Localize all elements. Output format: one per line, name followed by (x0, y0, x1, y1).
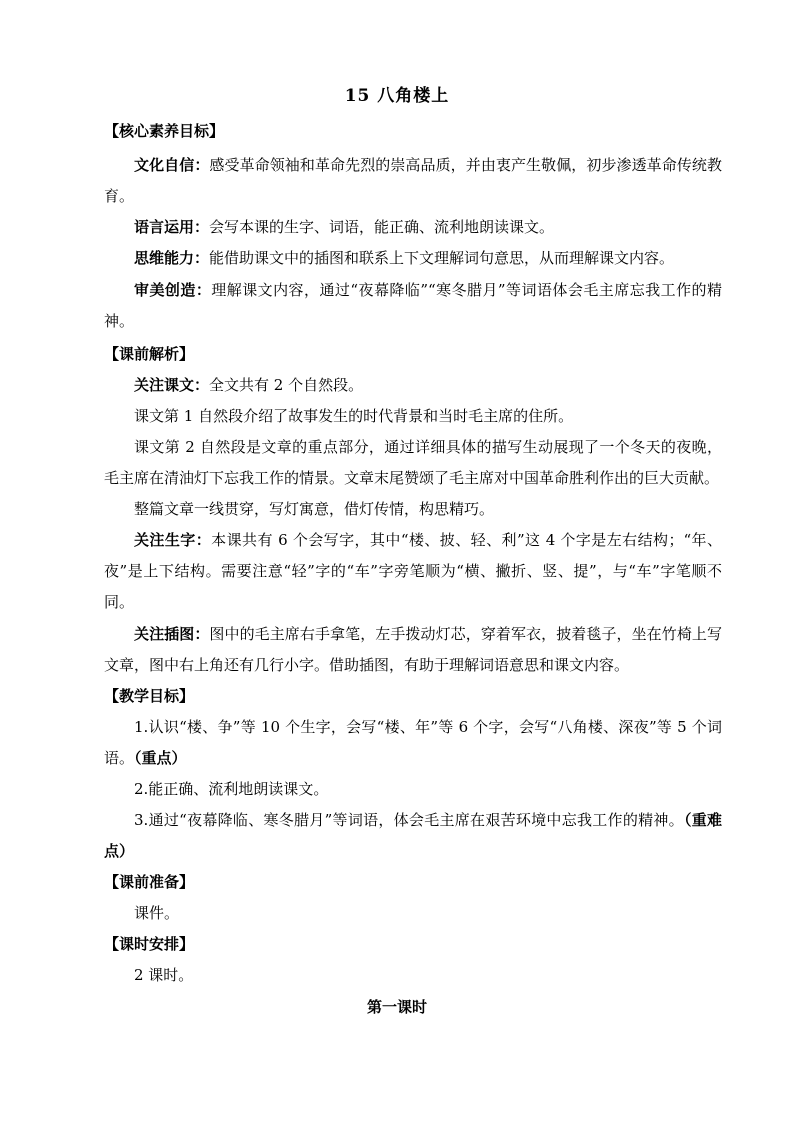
focus-text-body: 全文共有 2 个自然段。 (209, 376, 364, 394)
core-goal-language (104, 212, 722, 243)
teaching-goal-1 (104, 712, 722, 774)
focus-characters-paragraph (104, 525, 722, 618)
preparation-heading: 【课前准备】 (104, 873, 195, 891)
core-goal-label: 思维能力： (134, 249, 210, 267)
difficulty-point-mark: （重难点） (104, 811, 722, 860)
teaching-goal-text: 3.通过“夜幕降临、寒冬腊月”等词语，体会毛主席在艰苦环境中忘我工作的精神。 (134, 811, 684, 829)
first-lesson-heading: 第一课时 (366, 998, 427, 1016)
core-goal-label: 文化自信： (134, 156, 210, 174)
pre-analysis-heading: 【课前解析】 (104, 345, 195, 363)
focus-characters-label: 关注生字： (134, 531, 212, 549)
paragraph-2-summary: 课文第 2 自然段是文章的重点部分，通过详细具体的描写生动展现了一个冬天的夜晚，毛主席在清油灯下忘我工作的情景。文章末尾赞颂了毛主席对中国革命胜利作出的巨大贡献。 (104, 438, 722, 487)
core-goal-text: 感受革命领袖和革命先烈的崇高品质，并由衷产生敬佩，初步渗透革命传统教育。 (104, 156, 722, 205)
core-goal-culture (104, 150, 722, 212)
core-goal-label: 语言运用： (134, 218, 210, 236)
paragraph-1-summary: 课文第 1 自然段介绍了故事发生的时代背景和当时毛主席的住所。 (134, 407, 574, 425)
core-goals-heading: 【核心素养目标】 (104, 122, 225, 140)
teaching-goals-heading: 【教学目标】 (104, 687, 195, 705)
schedule-heading: 【课时安排】 (104, 935, 195, 953)
core-goal-label: 审美创造： (134, 281, 212, 299)
core-goal-text: 理解课文内容，通过“夜幕降临”“寒冬腊月”等词语体会毛主席忘我工作的精神。 (104, 281, 722, 330)
teaching-goal-3 (104, 805, 722, 867)
focus-text-label: 关注课文： (134, 376, 210, 394)
teaching-goal-2: 2.能正确、流利地朗读课文。 (134, 780, 329, 798)
lesson-title: 15 八角楼上 (344, 86, 450, 106)
focus-illustration-paragraph (104, 619, 722, 681)
structure-summary: 整篇文章一线贯穿，写灯寓意，借灯传情，构思精巧。 (134, 500, 495, 518)
focus-illustration-label: 关注插图： (134, 625, 210, 643)
key-point-mark: （重点） (134, 749, 187, 767)
teaching-goal-text: 1.认识“楼、争”等 10 个生字，会写“楼、年”等 6 个字，会写“八角楼、深夜”等 5 个词语。 (104, 718, 722, 767)
core-goal-aesthetic (104, 275, 722, 337)
core-goal-thinking (104, 243, 722, 274)
focus-characters-body: 本课共有 6 个会写字，其中“楼、披、轻、利”这 4 个字是左右结构；“年、夜”是上下结构。需要注意“轻”字的“车”字旁笔顺为“横、撇折、竖、提”，与“车”字笔顺不同。 (104, 531, 722, 611)
core-goal-text: 能借助课文中的插图和联系上下文理解词句意思，从而理解课文内容。 (209, 249, 675, 267)
schedule-text: 2 课时。 (134, 966, 194, 984)
preparation-text: 课件。 (134, 904, 180, 922)
core-goal-text: 会写本课的生字、词语，能正确、流利地朗读课文。 (209, 218, 555, 236)
focus-illustration-body: 图中的毛主席右手拿笔，左手拨动灯芯，穿着军衣，披着毯子，坐在竹椅上写文章，图中右上角还有几行小字。借助插图，有助于理解词语意思和课文内容。 (104, 625, 722, 674)
focus-text-paragraph (104, 370, 722, 401)
